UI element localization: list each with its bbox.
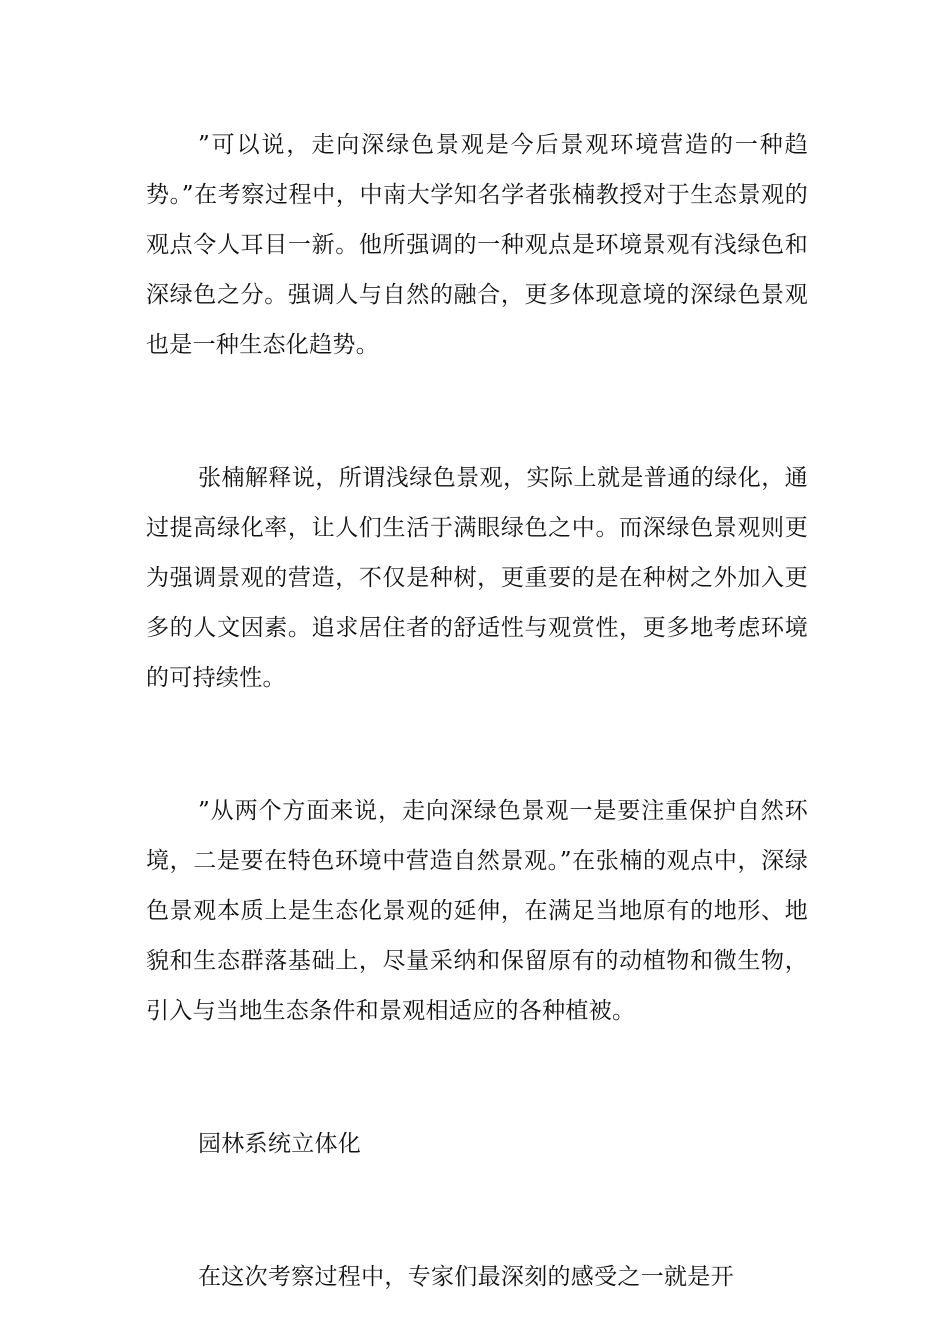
paragraph-gap [146, 1036, 808, 1119]
paragraph-gap [146, 1169, 808, 1252]
section-heading: 园林系统立体化 [198, 1131, 362, 1157]
paragraph-2: 张楠解释说，所谓浅绿色景观，实际上就是普通的绿化，通过提高绿化率，让人们生活于满眼绿色之中。而深绿色景观则更为强调景观的营造，不仅是种树，更重要的是在种树之外加入更多的人文因素。追求居住者的舒适性与观赏性，更多地考虑环境的可持续性。 [146, 465, 808, 691]
paragraph-gap [146, 703, 808, 786]
paragraph-gap [146, 370, 808, 453]
document-body [146, 120, 808, 1302]
paragraph-3: ”从两个方面来说，走向深绿色景观一是要注重保护自然环境，二是要在特色环境中营造自然景观。”在张楠的观点中，深绿色景观本质上是生态化景观的延伸，在满足当地原有的地形、地貌和生态群落基础上，尽量采纳和保留原有的动植物和微生物，引入与当地生态条件和景观相适应的各种植被。 [146, 798, 808, 1024]
paragraph-1: ”可以说，走向深绿色景观是今后景观环境营造的一种趋势。”在考察过程中，中南大学知名学者张楠教授对于生态景观的观点令人耳目一新。他所强调的一种观点是环境景观有浅绿色和深绿色之分。强调人与自然的融合，更多体现意境的深绿色景观也是一种生态化趋势。 [146, 132, 808, 358]
paragraph-4: 在这次考察过程中，专家们最深刻的感受之一就是开 [198, 1264, 734, 1290]
